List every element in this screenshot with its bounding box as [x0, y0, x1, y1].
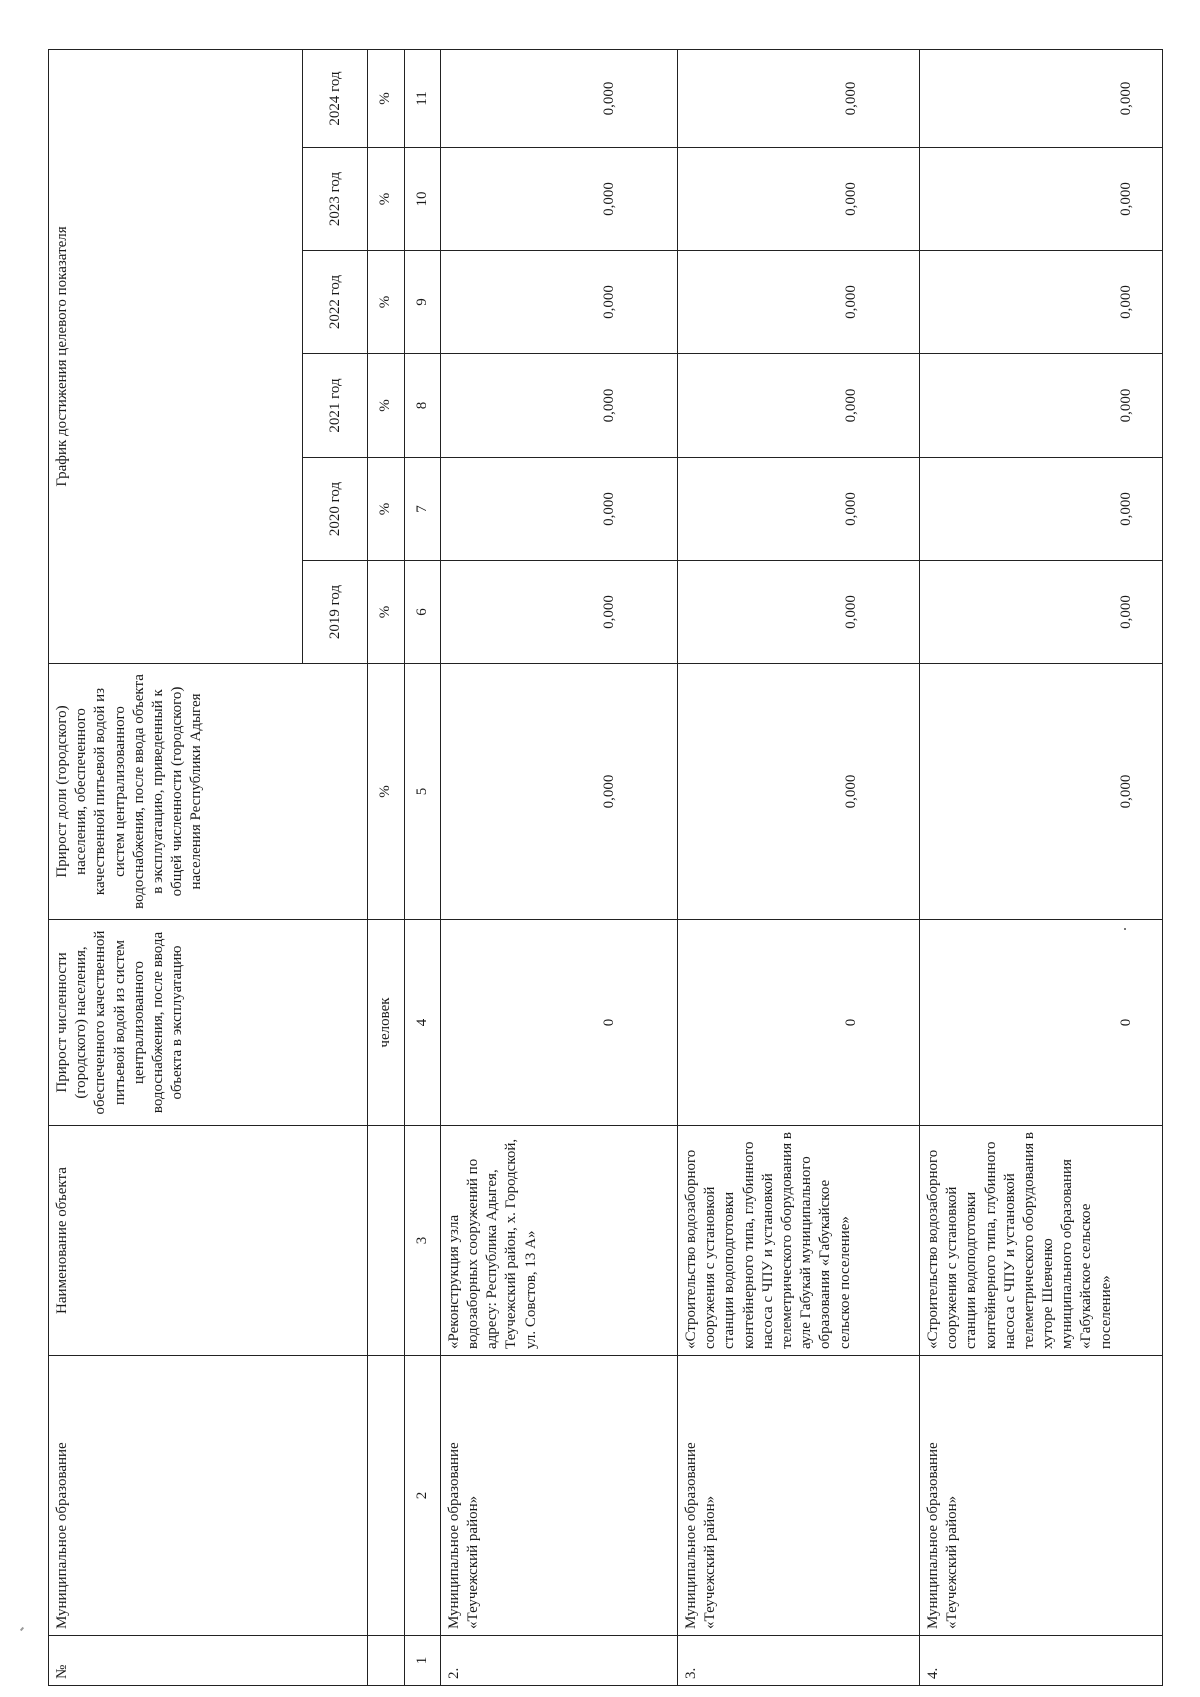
row-number: 4. — [919, 1636, 1162, 1686]
header-year-2023: 2023 год — [303, 148, 368, 251]
row-municipality: Муниципальное образование «Теучежский район» — [678, 1356, 920, 1636]
scan-speck — [20, 1627, 24, 1631]
header-no: № — [49, 1636, 368, 1686]
header-municipality: Муниципальное образование — [49, 1356, 368, 1636]
row-year-2020: 0,000 — [919, 458, 1162, 561]
header-year-2024: 2024 год — [303, 49, 368, 147]
row-year-2019: 0,000 — [919, 561, 1162, 664]
row-year-2021: 0,000 — [678, 354, 920, 458]
row-year-2022: 0,000 — [919, 251, 1162, 354]
row-year-2024: 0,000 — [678, 49, 920, 147]
scan-speck — [1124, 928, 1126, 930]
row-year-2023: 0,000 — [440, 148, 677, 251]
row-year-2021: 0,000 — [919, 354, 1162, 458]
row-object: «Строительство водозаборного сооружения с установкой станции водоподготовки контейнерного типа, глубинного насоса с ЧПУ и установкой телеметрического оборудования в ауле Габукай муниципального образования «Габукайское сельское поселение» — [678, 1126, 920, 1356]
table-row — [678, 49, 920, 1685]
unit-year-2019: % — [368, 561, 404, 664]
row-population: 0 — [440, 920, 677, 1126]
header-schedule: График достижения целевого показателя — [49, 49, 303, 663]
unit-empty-1 — [368, 1636, 404, 1686]
row-share: 0,000 — [678, 664, 920, 920]
unit-empty-2 — [368, 1356, 404, 1636]
row-year-2023: 0,000 — [919, 148, 1162, 251]
row-population: 0 — [919, 920, 1162, 1126]
row-object: «Строительство водозаборного сооружения с установкой станции водоподготовки контейнерного типа, глубинного насоса с ЧПУ и установкой телеметрического оборудования в хуторе Шевченко муниципального образования «Габукайское сельское поселение» — [919, 1126, 1162, 1356]
row-year-2022: 0,000 — [678, 251, 920, 354]
unit-year-2020: % — [368, 458, 404, 561]
row-object: «Реконструкция узла водозаборных сооружений по адресу: Республика Адыгея, Теучежский район, х. Городской, ул. Совстов, 13 А» — [440, 1126, 677, 1356]
column-number: 7 — [404, 458, 440, 561]
document-sheet — [48, 50, 1163, 1686]
header-population-growth: Прирост численности (городского) населения, обеспеченного качественной питьевой водой из систем централизованного водоснабжения, после ввода объекта в эксплуатацию — [49, 920, 368, 1126]
header-year-2020: 2020 год — [303, 458, 368, 561]
row-year-2020: 0,000 — [678, 458, 920, 561]
table-row — [440, 49, 677, 1685]
row-share: 0,000 — [440, 664, 677, 920]
row-year-2023: 0,000 — [678, 148, 920, 251]
column-number: 11 — [404, 49, 440, 147]
row-year-2024: 0,000 — [440, 49, 677, 147]
header-year-2022: 2022 год — [303, 251, 368, 354]
header-year-2019: 2019 год — [303, 561, 368, 664]
column-number: 9 — [404, 251, 440, 354]
table-row — [919, 49, 1162, 1685]
row-year-2019: 0,000 — [678, 561, 920, 664]
column-number: 3 — [404, 1126, 440, 1356]
row-municipality: Муниципальное образование «Теучежский район» — [919, 1356, 1162, 1636]
row-year-2019: 0,000 — [440, 561, 677, 664]
row-number: 2. — [440, 1636, 677, 1686]
target-indicator-table — [48, 49, 1163, 1686]
row-year-2020: 0,000 — [440, 458, 677, 561]
column-number: 10 — [404, 148, 440, 251]
row-year-2024: 0,000 — [919, 49, 1162, 147]
column-number: 1 — [404, 1636, 440, 1686]
unit-population: человек — [368, 920, 404, 1126]
column-number: 2 — [404, 1356, 440, 1636]
row-number: 3. — [678, 1636, 920, 1686]
header-object-name: Наименование объекта — [49, 1126, 368, 1356]
unit-year-2022: % — [368, 251, 404, 354]
row-year-2021: 0,000 — [440, 354, 677, 458]
header-share-growth: Прирост доли (городского) населения, обеспеченного качественной питьевой водой из систем централизованного водоснабжения, после ввода объекта в эксплуатацию, приведенный к общей численности (городского) населения Республики Адыгея — [49, 664, 368, 920]
column-number: 4 — [404, 920, 440, 1126]
unit-year-2023: % — [368, 148, 404, 251]
unit-empty-3 — [368, 1126, 404, 1356]
column-number: 8 — [404, 354, 440, 458]
column-number: 5 — [404, 664, 440, 920]
column-number: 6 — [404, 561, 440, 664]
row-municipality: Муниципальное образование «Теучежский район» — [440, 1356, 677, 1636]
row-share: 0,000 — [919, 664, 1162, 920]
row-year-2022: 0,000 — [440, 251, 677, 354]
unit-year-2024: % — [368, 49, 404, 147]
unit-share: % — [368, 664, 404, 920]
header-year-2021: 2021 год — [303, 354, 368, 458]
unit-year-2021: % — [368, 354, 404, 458]
row-population: 0 — [678, 920, 920, 1126]
